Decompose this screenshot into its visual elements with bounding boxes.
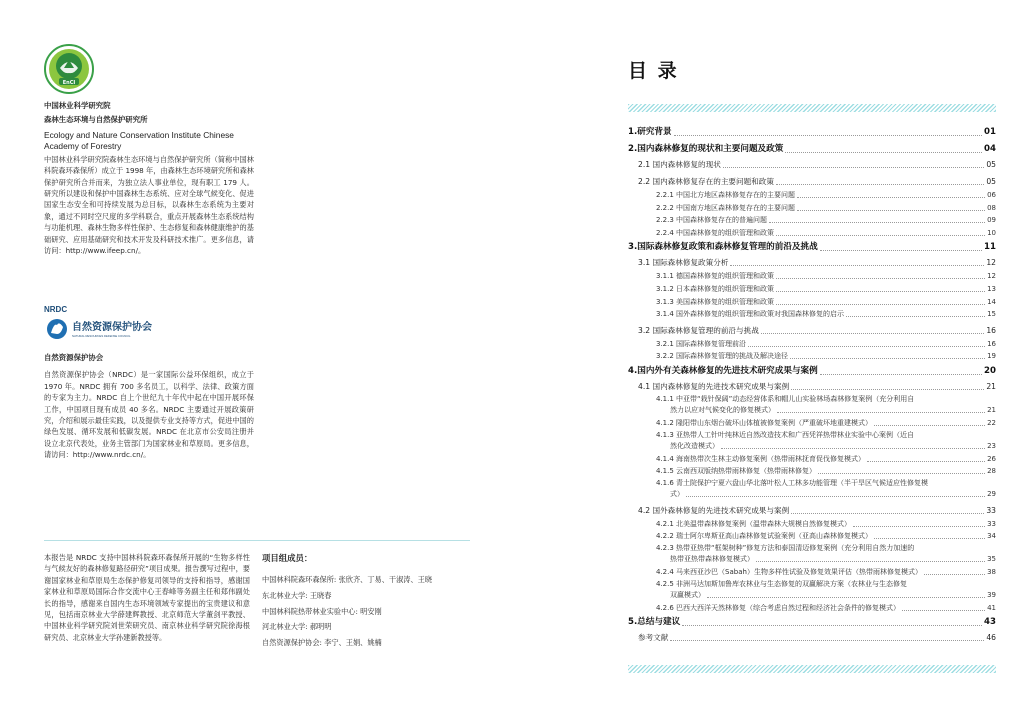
toc-entry-continuation [656,590,996,601]
toc-leader-dots [820,374,982,375]
ifeep-info [44,100,254,256]
toc-page-number: 21 [987,405,996,414]
toc-entry-title: 2.1 国内森林修复的现状 [638,160,721,169]
toc-entry[interactable] [628,202,996,215]
toc-entry[interactable] [628,256,996,270]
toc-leader-dots [674,135,982,136]
toc-entry-title: 2.2.1 中国北方地区森林修复存在的主要问题 [656,191,796,199]
toc-entry-title-cont: 然力以应对气候变化的修复模式） [670,405,775,414]
toc-leader-dots [874,425,985,426]
toc-page-number: 43 [984,617,996,628]
toc-entry[interactable] [628,579,996,601]
toc-entry-title: 4.1.6 青土院保护宁夏六盘山华北落叶松人工林多功能管理（半干旱区气候适应性修复模 [656,478,929,487]
toc-entry[interactable] [628,417,996,430]
toc-entry-title: 3.1 国际森林修复政策分析 [638,258,729,268]
toc-entry-title: 2.2.2 中国南方地区森林修复存在的主要问题 [656,203,796,212]
toc-page-number: 14 [987,297,996,306]
toc-entry[interactable] [628,478,996,500]
toc-leader-dots [682,625,982,626]
toc-entry[interactable] [628,324,996,338]
team-member-row: 自然资源保护协会: 李宁、王娟、姚楠 [262,638,382,648]
team-member-row: 中国林科院热带林业实验中心: 明安刚 [262,606,382,616]
toc-page-number: 16 [986,325,996,335]
toc-entry-title: 2.2.4 中国森林修复的组织管理和政策 [656,228,775,237]
toc-entry[interactable] [628,350,996,363]
team-member-row: 东北林业大学: 王晓春 [262,590,332,600]
toc-entry[interactable] [628,158,996,172]
toc-leader-dots [686,496,985,497]
toc-entry[interactable] [628,504,996,518]
toc-entry[interactable] [628,363,996,380]
toc-entry-title-cont: 双赢模式） [670,590,705,599]
toc-leader-dots [730,265,984,266]
team-member-row: 中国林科院森环森保所: 张欣齐、丁易、干淑涛、王晓 [262,575,433,584]
ifeep-logo-text: EnCI [62,80,76,86]
toc-page-number: 16 [987,339,996,348]
toc-entry[interactable] [628,270,996,283]
toc-leader-dots [924,574,985,575]
toc-page-number: 01 [984,127,996,137]
hatch-divider-bottom [628,665,996,673]
toc-leader-dots [820,250,982,251]
toc-leader-dots [748,346,985,347]
toc-page-number: 29 [987,489,996,498]
toc-entry[interactable] [628,296,996,309]
nrdc-name-cn: 自然资源保护协会 [44,353,104,362]
toc-entry-title: 3.2 国际森林修复管理的前沿与挑战 [638,325,759,335]
toc-entry[interactable] [628,453,996,466]
toc-entry[interactable] [628,308,996,321]
toc-page-number: 26 [987,454,996,463]
toc-page-number: 08 [987,203,996,212]
toc-page-number: 33 [986,505,996,515]
nrdc-logo-en: NATURAL RESOURCES DEFENSE COUNCIL [72,334,131,338]
toc-entry-title: 3.1.2 日本森林修复的组织管理和政策 [656,284,775,293]
toc-entry[interactable] [628,227,996,240]
toc-entry[interactable] [628,124,996,141]
toc-leader-dots [797,210,985,211]
ifeep-name-cn: 中国林业科学研究院 [44,101,111,110]
ifeep-logo [44,44,94,94]
toc-page-number: 33 [987,519,996,528]
toc-entry[interactable] [628,175,996,189]
toc-entry-title: 2.2.3 中国森林修复存在的普遍问题 [656,216,768,225]
toc-entry[interactable] [628,465,996,478]
ifeep-name-en-line1: Ecology and Nature Conservation Institute Chinese [44,129,234,140]
toc-leader-dots [776,291,985,292]
nrdc-logo [44,303,184,343]
toc-page-number: 10 [987,228,996,237]
toc-entry-title: 5.总结与建议 [628,617,681,628]
toc-leader-dots [874,538,985,539]
toc-entry[interactable] [628,283,996,296]
toc-entry[interactable] [628,394,996,416]
toc-entry-title: 4.1.2 隆阳带山东烟台破坏山体植被修复案例（严重破坏地重建模式） [656,418,873,427]
toc-entry-title: 4.1.5 云南西双版纳热带雨林修复（热带雨林修复） [656,467,817,476]
toc-leader-dots [791,389,984,390]
table-of-contents [628,124,996,645]
toc-entry-title: 4.1.4 海南热带次生林主动修复案例（热带雨林抚育促伐修复模式） [656,454,866,463]
toc-entry-continuation [656,554,996,565]
toc-page-number: 15 [987,310,996,319]
toc-entry-title: 3.国际森林修复政策和森林修复管理的前沿及挑战 [628,242,818,253]
toc-page-number: 23 [987,441,996,450]
toc-page-number: 20 [984,365,996,376]
toc-page-number: 09 [987,216,996,225]
toc-entry-title: 3.1.3 美国森林修复的组织管理和政策 [656,297,775,306]
toc-leader-dots [790,358,985,359]
toc-entry-title: 2.国内森林修复的现状和主要问题及政策 [628,144,784,154]
toc-page-number: 19 [987,352,996,361]
toc-leader-dots [776,235,985,236]
toc-page-number: 21 [986,381,996,391]
project-team [262,552,492,653]
toc-entry-continuation [656,405,996,416]
team-member-row: 河北林业大学: 郝明明 [262,622,332,632]
nrdc-logo-cn: 自然资源保护协会 [72,322,152,333]
toc-entry-title-cont: 热带亚热带森林修复模式） [670,554,754,563]
toc-leader-dots [707,597,985,598]
toc-entry-title: 4.2.4 马来西亚沙巴（Sabah）生物多样性试验及修复效果评估（热带雨林修复模式） [656,567,922,576]
section-divider [44,540,470,541]
toc-leader-dots [846,316,985,317]
toc-entry-title: 3.1.1 德国森林修复的组织管理和政策 [656,272,775,281]
toc-page-number: 06 [987,191,996,199]
toc-leader-dots [777,412,985,413]
toc-leader-dots [723,167,984,168]
toc-entry-title: 4.2 国外森林修复的先进技术研究成果与案例 [638,505,790,515]
toc-page-number: 38 [987,567,996,576]
toc-entry-title: 4.2.2 瑞士阿尔卑斯亚高山森林修复试验案例（亚高山森林修复模式） [656,532,873,541]
toc-page-number: 46 [986,633,996,643]
toc-page-number: 34 [987,532,996,541]
toc-entry[interactable] [628,614,996,631]
toc-page-number: 22 [987,418,996,427]
toc-entry[interactable] [628,430,996,452]
toc-entry[interactable] [628,338,996,351]
toc-page-number: 05 [986,177,996,186]
toc-entry-title: 4.1 国内森林修复的先进技术研究成果与案例 [638,381,790,391]
toc-entry[interactable] [628,189,996,202]
toc-leader-dots [756,561,985,562]
toc-entry[interactable] [628,141,996,158]
toc-entry[interactable] [628,543,996,565]
toc-page-number: 12 [986,258,996,268]
toc-entry-title: 3.1.4 国外森林修复的组织管理和政策对我国森林修复的启示 [656,310,845,319]
toc-title: 目 录 [628,60,679,82]
toc-entry-title: 4.1.1 中亚带“栽针保阔”动态经营体系和帽儿山实验林场森林修复案例（充分利用自 [656,394,915,403]
toc-leader-dots [721,448,985,449]
toc-page-number: 12 [987,272,996,281]
toc-leader-dots [776,304,985,305]
toc-page-number: 13 [987,284,996,293]
toc-page-number: 35 [987,554,996,563]
toc-entry-title: 4.1.3 亚热带人工针叶纯林近自然改造技术和广西凭祥热带林业实验中心案例（近自 [656,430,915,439]
nrdc-description: 自然资源保护协会（NRDC）是一家国际公益环保组织，成立于 1970 年。NRDC 拥有 700 多名员工，以科学、法律、政策方面的专家为主力。NRDC 自上个世纪九十年代中起在中国开展环保工作，中国项目现有成员 40 多名。NRDC 主要通过开展政策研究，介绍和展示最佳实践，以及提供专业支持等方式，促进中国的绿色发展、循环发展和低碳发展。NRDC 在北京市公安局注册并设立北京代表处，业务主管部门为国家林业和草原局。更多信息，请访问：http://www.nrdc.cn/。 [44,370,254,460]
ifeep-sub-cn: 森林生态环境与自然保护研究所 [44,115,148,125]
toc-entry-title-cont: 然化改造模式） [670,441,719,450]
toc-leader-dots [776,184,984,185]
nrdc-logo-abbr: NRDC [44,305,68,314]
toc-leader-dots [902,610,985,611]
toc-entry-title: 2.2 国内森林修复存在的主要问题和政策 [638,177,774,186]
toc-page-number: 39 [987,590,996,599]
toc-entry-title-cont: 式） [670,489,684,498]
toc-page-number: 41 [987,603,996,612]
toc-leader-dots [785,152,982,153]
toc-entry-title: 3.2.2 国际森林修复管理的挑战及解决途径 [656,352,789,361]
toc-entry-title: 3.2.1 国际森林修复管理前沿 [656,339,747,348]
hatch-divider-top [628,104,996,112]
toc-entry-continuation [656,441,996,452]
right-page [512,0,1024,724]
toc-entry-title: 1.研究背景 [628,127,672,137]
toc-leader-dots [769,222,985,223]
toc-entry[interactable] [628,530,996,543]
ifeep-description: 中国林业科学研究院森林生态环境与自然保护研究所（简称中国林科院森环森保所）成立于 1998 年，由森林生态环境研究所和森林保护研究所合并而来，为独立法人事业单位，现有职工 179 人。研究所以建设和保护中国森林生态系统、应对全球气候变化、促进国家生态安全和可持续发展为总目标，以森林生态系统为主要对象，通过不同时空尺度的多学科联合，重点开展森林生态系统结构与功能机理、森林生物多样性保护、生态修复和森林健康维护的基础研究、应用基础研究和技术开发及科研技术推广。更多信息，请访问：http://www.ifeep.cn/。 [44,154,254,256]
toc-entry[interactable] [628,239,996,256]
toc-leader-dots [791,513,984,514]
toc-leader-dots [761,333,985,334]
toc-leader-dots [670,640,984,641]
toc-entry[interactable] [628,214,996,227]
toc-leader-dots [797,197,985,198]
toc-leader-dots [853,526,985,527]
toc-page-number: 05 [986,160,996,169]
toc-entry-title: 4.国内外有关森林修复的先进技术研究成果与案例 [628,365,818,376]
toc-entry[interactable] [628,602,996,615]
nrdc-info [44,352,254,461]
toc-entry[interactable] [628,518,996,531]
toc-entry-title: 参考文献 [638,633,669,643]
toc-leader-dots [867,461,985,462]
toc-entry[interactable] [628,380,996,394]
toc-entry-title: 4.2.3 热带亚热带“框架树种”修复方法和泰国清迈修复案例（充分利用自然力加速的 [656,543,915,552]
toc-entry-continuation [656,489,996,500]
toc-page-number: 28 [987,467,996,476]
toc-page-number: 11 [984,242,996,253]
toc-leader-dots [776,278,985,279]
toc-entry-title: 4.2.5 非洲马达加斯加鲁库农林业与生态修复的双赢解决方案（农林业与生态修复 [656,579,908,588]
toc-entry[interactable] [628,566,996,579]
project-team-title: 项目组成员： [262,553,313,563]
toc-entry-title: 4.2.6 巴西大西洋天然林修复（综合考虑自然过程和经济社会条件的修复模式） [656,603,901,612]
toc-page-number: 04 [984,144,996,154]
toc-entry-title: 4.2.1 北美温带森林修复案例（温带森林大规模自然修复模式） [656,519,852,528]
report-acknowledgement: 本报告是 NRDC 支持中国林科院森环森保所开展的“生物多样性与气候友好的森林修复路径研究”项目成果。报告撰写过程中，要谢国家林业和草原局生态保护修复司领导的支持和指导，感谢国家林业和草原局国际合作交流中心王春峰等务副主任和郑伟副处长的指导，感谢来自国内生态环境领域专家提出的宝贵建议和意见，包括南京林业大学薛建辉教授、北京师范大学董剑平教授、中国林业科学研究院刘世荣研究员、南京林业科学研究院徐海根研究员、北京林业大学孙建新教授等。 [44,553,250,642]
toc-entry[interactable] [628,631,996,645]
toc-leader-dots [818,473,985,474]
ifeep-name-en-line2: Academy of Forestry [44,140,122,151]
